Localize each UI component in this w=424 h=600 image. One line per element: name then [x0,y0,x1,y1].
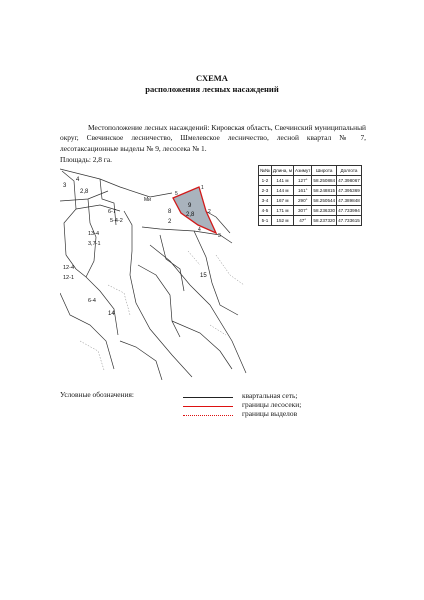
area-text: Площадь: 2,8 га. [60,155,112,164]
table-cell: 47.733615 [337,216,362,226]
legend-label: границы лесосеки; [242,400,302,409]
map-label: 13-4 [88,231,100,237]
map-label: 12-4 [63,265,75,271]
map-label: Ми [144,197,151,203]
map-linework [60,169,246,380]
table-cell: 58.237320 [312,216,337,226]
table-cell: 47.389848 [337,196,362,206]
legend-line-quarter [183,397,233,398]
table-cell: 1-2 [259,176,272,186]
document-subtitle: расположения лесных насаждений [145,84,279,94]
map-label: 4 [76,177,80,183]
map-label: 12-1 [63,275,75,281]
col-header: Долгота [337,166,362,176]
map-label: 3,7-1 [88,241,101,247]
location-text: Местоположение лесных насаждений: Кировская область, Свечинский муниципальный округ, Свечинское лесничество, Шмелевское лесничество, лесной квартал № 7, лесотаксационные выделы № 9, лесосека № 1. [60,123,366,153]
map-label: 6-7 [108,209,116,215]
table-cell: 144 м [271,186,293,196]
table-cell: 127° [294,176,312,186]
map-label: 8 [168,209,172,215]
forest-map [60,165,255,380]
table-header-row [259,166,362,176]
location-paragraph [60,123,366,154]
table-cell: 5-1 [259,216,272,226]
table-row [259,186,362,196]
table-cell: 58.250884 [312,176,337,186]
map-label: 2 [168,219,172,225]
table-cell: 47.398067 [337,176,362,186]
point-label: 3 [218,233,221,239]
table-row [259,216,362,226]
table-cell: 4-5 [259,206,272,216]
col-header: Длина, м [271,166,293,176]
map-label: 15 [200,273,207,279]
table-cell: 152 м [271,216,293,226]
legend-label: квартальная сеть; [242,391,298,400]
table-cell: 161° [294,186,312,196]
table-cell: 307° [294,206,312,216]
legend-line-cutting [183,406,233,407]
table-cell: 3-4 [259,196,272,206]
map-label: 2,8 [186,212,195,218]
document-title: СХЕМА [196,73,228,83]
point-label: 2 [208,209,211,215]
table-row [259,196,362,206]
col-header: Азимут [294,166,312,176]
map-label: 3 [63,183,67,189]
table-cell: 2-3 [259,186,272,196]
point-label: 1 [201,185,204,191]
legend-label: границы выделов [242,409,298,418]
table-cell: 167 м [271,196,293,206]
table-cell: 47.395369 [337,186,362,196]
table-cell: 47.733994 [337,206,362,216]
map-label: 5-4-2 [110,218,123,224]
table-cell: 58.236330 [312,206,337,216]
coordinates-table [258,165,362,226]
table-cell: 47° [294,216,312,226]
table-cell: 141 м [271,176,293,186]
table-cell: 171 м [271,206,293,216]
legend-line-allotments [183,415,233,416]
table-row [259,176,362,186]
table-row [259,206,362,216]
map-label: 6-4 [88,298,96,304]
map-label: 14 [108,311,115,317]
col-header: Широта [312,166,337,176]
map-label: 9 [188,203,192,209]
map-minor-lines [80,251,244,370]
table-cell: 58.250544 [312,196,337,206]
point-label: 4 [198,227,201,233]
point-label: 5 [175,191,178,197]
map-label: 2,8 [80,189,89,195]
legend-title: Условные обозначения: [60,390,134,399]
col-header: №№ [259,166,272,176]
table-cell: 290° [294,196,312,206]
table-cell: 58.248815 [312,186,337,196]
